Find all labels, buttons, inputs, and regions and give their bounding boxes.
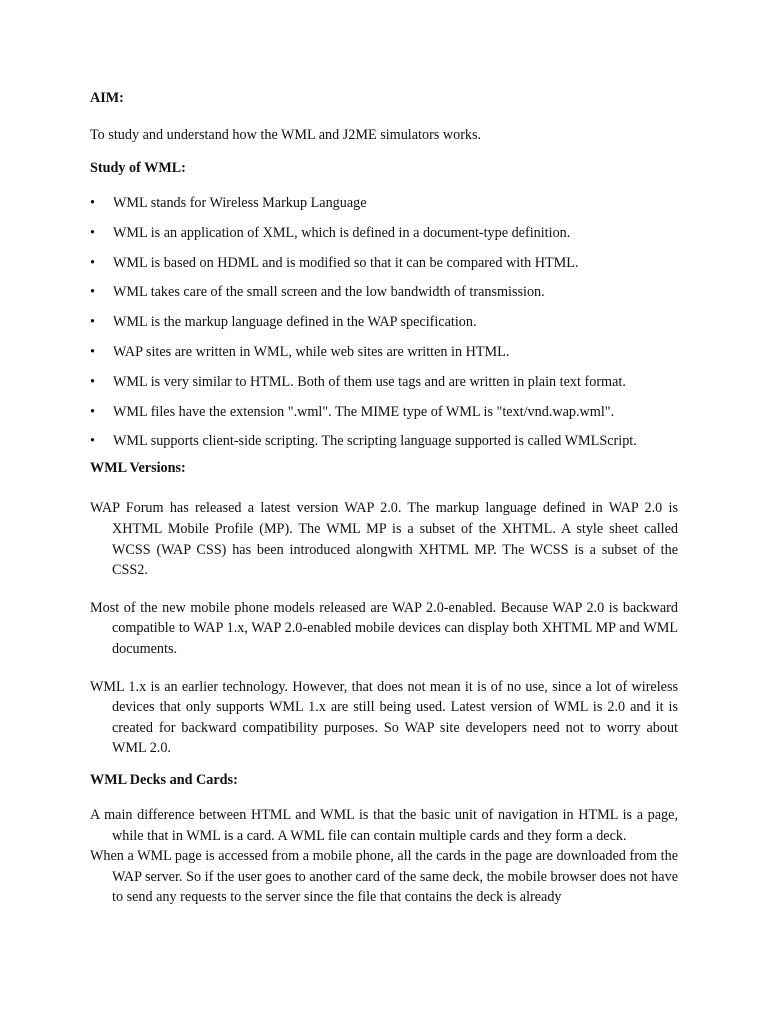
list-item-text: WML is an application of XML, which is defined in a document-type definition. bbox=[113, 224, 571, 241]
bullet-icon: • bbox=[90, 284, 95, 301]
list-item bbox=[90, 372, 678, 392]
versions-paragraph: WAP Forum has released a latest version WAP 2.0. The markup language defined in WAP 2.0 is XHTML Mobile Profile (MP). The WML MP is a subset of the XHTML. A style sheet called WCSS (WAP CSS) has been introduced alongwith XHTML MP. The WCSS is a subset of the CSS2. bbox=[90, 500, 678, 579]
aim-heading: AIM: bbox=[90, 90, 124, 106]
document-page bbox=[90, 88, 678, 908]
list-item bbox=[90, 223, 678, 243]
bullet-icon: • bbox=[90, 254, 95, 271]
list-item bbox=[90, 431, 678, 451]
bullet-icon: • bbox=[90, 343, 95, 360]
study-heading: Study of WML: bbox=[90, 160, 186, 176]
list-item-text: WML is based on HDML and is modified so that it can be compared with HTML. bbox=[113, 254, 579, 271]
bullet-icon: • bbox=[90, 403, 95, 420]
list-item-text: WML stands for Wireless Markup Language bbox=[113, 195, 367, 211]
list-item bbox=[90, 282, 678, 302]
list-item-text: WML is the markup language defined in the WAP specification. bbox=[113, 314, 477, 331]
bullet-icon: • bbox=[90, 373, 95, 390]
aim-text: To study and understand how the WML and J2ME simulators works. bbox=[90, 127, 482, 143]
decks-heading: WML Decks and Cards: bbox=[90, 771, 238, 788]
bullet-icon: • bbox=[90, 224, 95, 241]
list-item-text: WAP sites are written in WML, while web sites are written in HTML. bbox=[113, 343, 510, 360]
list-item bbox=[90, 312, 678, 332]
bullet-icon: • bbox=[90, 195, 95, 211]
list-item-text: WML takes care of the small screen and the low bandwidth of transmission. bbox=[113, 284, 545, 301]
list-item-text: WML supports client-side scripting. The scripting language supported is called WMLScript. bbox=[113, 433, 637, 450]
bullet-icon: • bbox=[90, 433, 95, 450]
decks-paragraph: A main difference between HTML and WML is that the basic unit of navigation in HTML is a page, while that in WML is a card. A WML file can contain multiple cards and they form a deck. bbox=[90, 806, 678, 844]
versions-paragraph: WML 1.x is an earlier technology. However, that does not mean it is of no use, since a lot of wireless devices that only supports WML 1.x are still being used. Latest version of WML is 2.0 and it is created for backward compatibility purposes. So WAP site developers need not to worry about WML 2.0. bbox=[90, 678, 678, 757]
bullet-icon: • bbox=[90, 314, 95, 331]
list-item bbox=[90, 193, 678, 213]
list-item-text: WML files have the extension ".wml". The MIME type of WML is "text/vnd.wap.wml". bbox=[113, 403, 615, 420]
decks-paragraph: When a WML page is accessed from a mobile phone, all the cards in the page are downloaded from the WAP server. So if the user goes to another card of the same deck, the mobile browser does not have to send any requests to the server since the file that contains the deck is already bbox=[90, 848, 678, 906]
list-item bbox=[90, 342, 678, 362]
versions-heading: WML Versions: bbox=[90, 460, 186, 477]
list-item-text: WML is very similar to HTML. Both of them use tags and are written in plain text format. bbox=[113, 373, 626, 390]
study-bullet-list bbox=[90, 193, 678, 451]
list-item bbox=[90, 402, 678, 422]
versions-paragraph: Most of the new mobile phone models released are WAP 2.0-enabled. Because WAP 2.0 is backward compatible to WAP 1.x, WAP 2.0-enabled mobile devices can display both XHTML MP and WML documents. bbox=[90, 599, 678, 657]
list-item bbox=[90, 253, 678, 273]
